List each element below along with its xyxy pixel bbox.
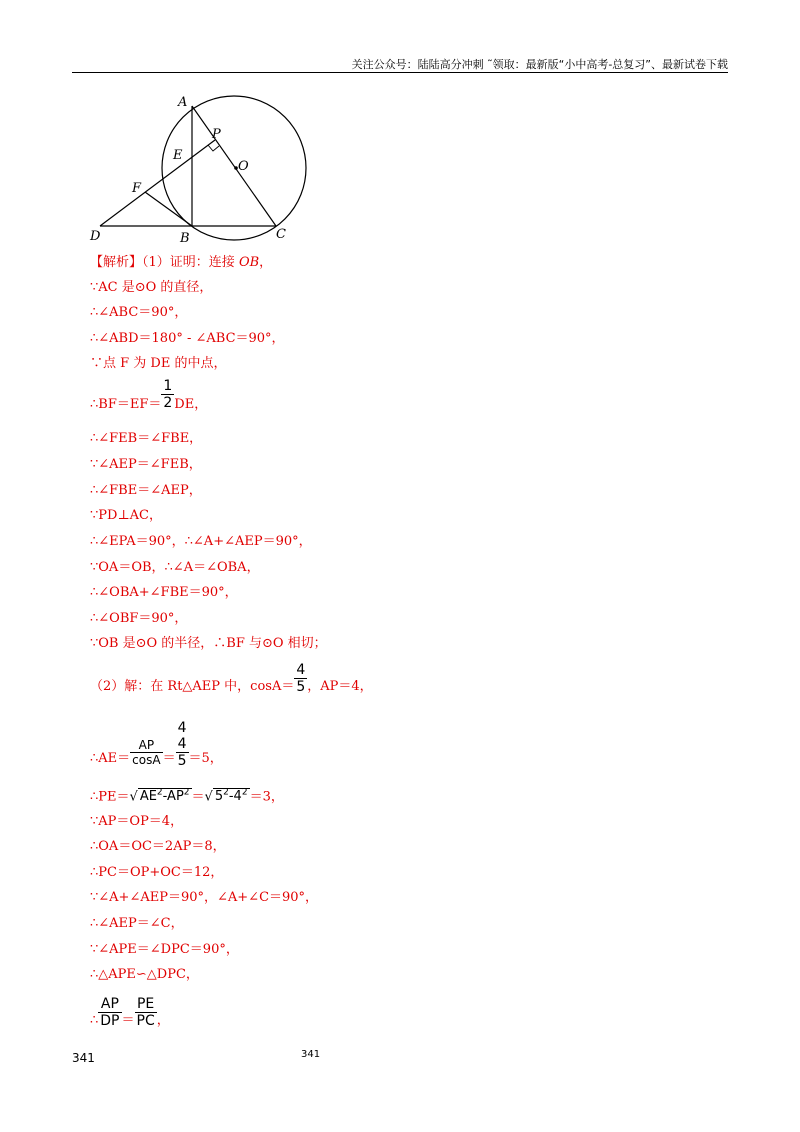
analysis-tag: 【解析】: [90, 255, 143, 270]
solution-line-18: ∴PE＝√ $AE^2-AP^2$ ＝√ $5^2-4^2 =3$，: [90, 788, 284, 805]
fraction-four-over-four-fifths: 4 4 5: [177, 720, 187, 769]
solution-line-17: ∴AE＝ $\frac{AP}{\cos A}$ ＝ 4 4 5 ＝5，: [90, 720, 223, 769]
label-c: C: [276, 227, 286, 242]
solution-line-12: ∵OA＝OB，∴∠A＝∠OBA，: [90, 560, 260, 575]
fraction-four-fifths: $\frac{4}{5}$: [296, 662, 306, 695]
solution-line-10: ∵PD⊥AC，: [90, 508, 163, 523]
page-number-center: 341: [301, 1049, 321, 1060]
label-b: B: [180, 231, 190, 246]
geometry-figure: [88, 92, 328, 247]
label-d: D: [90, 229, 101, 244]
solution-line-7: ∴∠FEB＝∠FBE，: [90, 431, 203, 446]
label-o: O: [238, 159, 249, 174]
solution-line-5: ∵点 F 为 DE 的中点，: [90, 356, 227, 371]
solution-line-25: ∴△APE∽△DPC，: [90, 967, 199, 982]
solution-line-14: ∴∠OBF＝90°，: [90, 611, 188, 626]
solution-line-15: ∵OB 是⊙O 的半径，∴BF 与⊙O 相切；: [90, 636, 327, 651]
label-f: F: [132, 181, 142, 196]
solution-line-8: ∵∠AEP＝∠FEB，: [90, 457, 202, 472]
sqrt-5-4: √ $5^2-4^2$: [204, 788, 248, 805]
label-p: P: [212, 127, 221, 142]
solution-line-22: ∵∠A+∠AEP＝90°，∠A+∠C＝90°，: [90, 890, 319, 905]
header-rule: [72, 72, 728, 73]
solution-line-20: ∴OA＝OC＝2AP＝8，: [90, 839, 226, 854]
fraction-half: $\frac{1}{2}$: [163, 378, 173, 411]
solution-line-1: 【解析】（1）证明：连接 OB，: [90, 255, 273, 270]
solution-line-19: ∵AP＝OP＝4，: [90, 814, 184, 829]
solution-line-26: ∴ $\frac{AP}{DP}$ ＝ $\frac{PE}{PC}$ ，: [90, 996, 170, 1029]
page-header: 关注公众号：陆陆高分冲刺 ˜领取：最新版“小中高考-总复习”、最新试卷下载: [351, 58, 728, 71]
solution-line-2: ∵AC 是⊙O 的直径，: [90, 280, 213, 295]
solution-line-13: ∴∠OBA+∠FBE＝90°，: [90, 585, 238, 600]
solution-line-21: ∴PC＝OP+OC＝12，: [90, 865, 224, 880]
solution-line-3: ∴∠ABC＝90°，: [90, 305, 188, 320]
fraction-ap-cosa: $\frac{AP}{\cos A}$: [132, 738, 161, 767]
circle-o: [162, 96, 306, 240]
solution-line-16: （2）解：在 Rt△AEP 中，cosA＝ $\frac{4}{5}$ ，AP＝4，: [90, 662, 373, 695]
solution-line-23: ∴∠AEP＝∠C，: [90, 916, 184, 931]
segment-ac: [192, 106, 276, 226]
fraction-pe-pc: $\frac{PE}{PC}$: [136, 996, 155, 1029]
solution-line-6: ∴BF＝EF＝ $\frac{1}{2}$ DE，: [90, 378, 208, 412]
segment-dp: [100, 140, 215, 226]
solution-line-9: ∴∠FBE＝∠AEP，: [90, 483, 202, 498]
sqrt-ae-ap: √ $AE^2-AP^2$: [129, 788, 190, 805]
label-a: A: [178, 95, 188, 110]
label-e: E: [173, 148, 183, 163]
fraction-ap-dp: $\frac{AP}{DP}$: [100, 996, 120, 1029]
solution-line-24: ∵∠APE＝∠DPC＝90°，: [90, 942, 239, 957]
page-number-left: 341: [72, 1051, 95, 1065]
right-angle-mark: [208, 145, 219, 151]
solution-line-4: ∴∠ABD＝180° - ∠ABC＝90°，: [90, 331, 285, 346]
solution-line-11: ∴∠EPA＝90°，∴∠A+∠AEP＝90°，: [90, 534, 312, 549]
